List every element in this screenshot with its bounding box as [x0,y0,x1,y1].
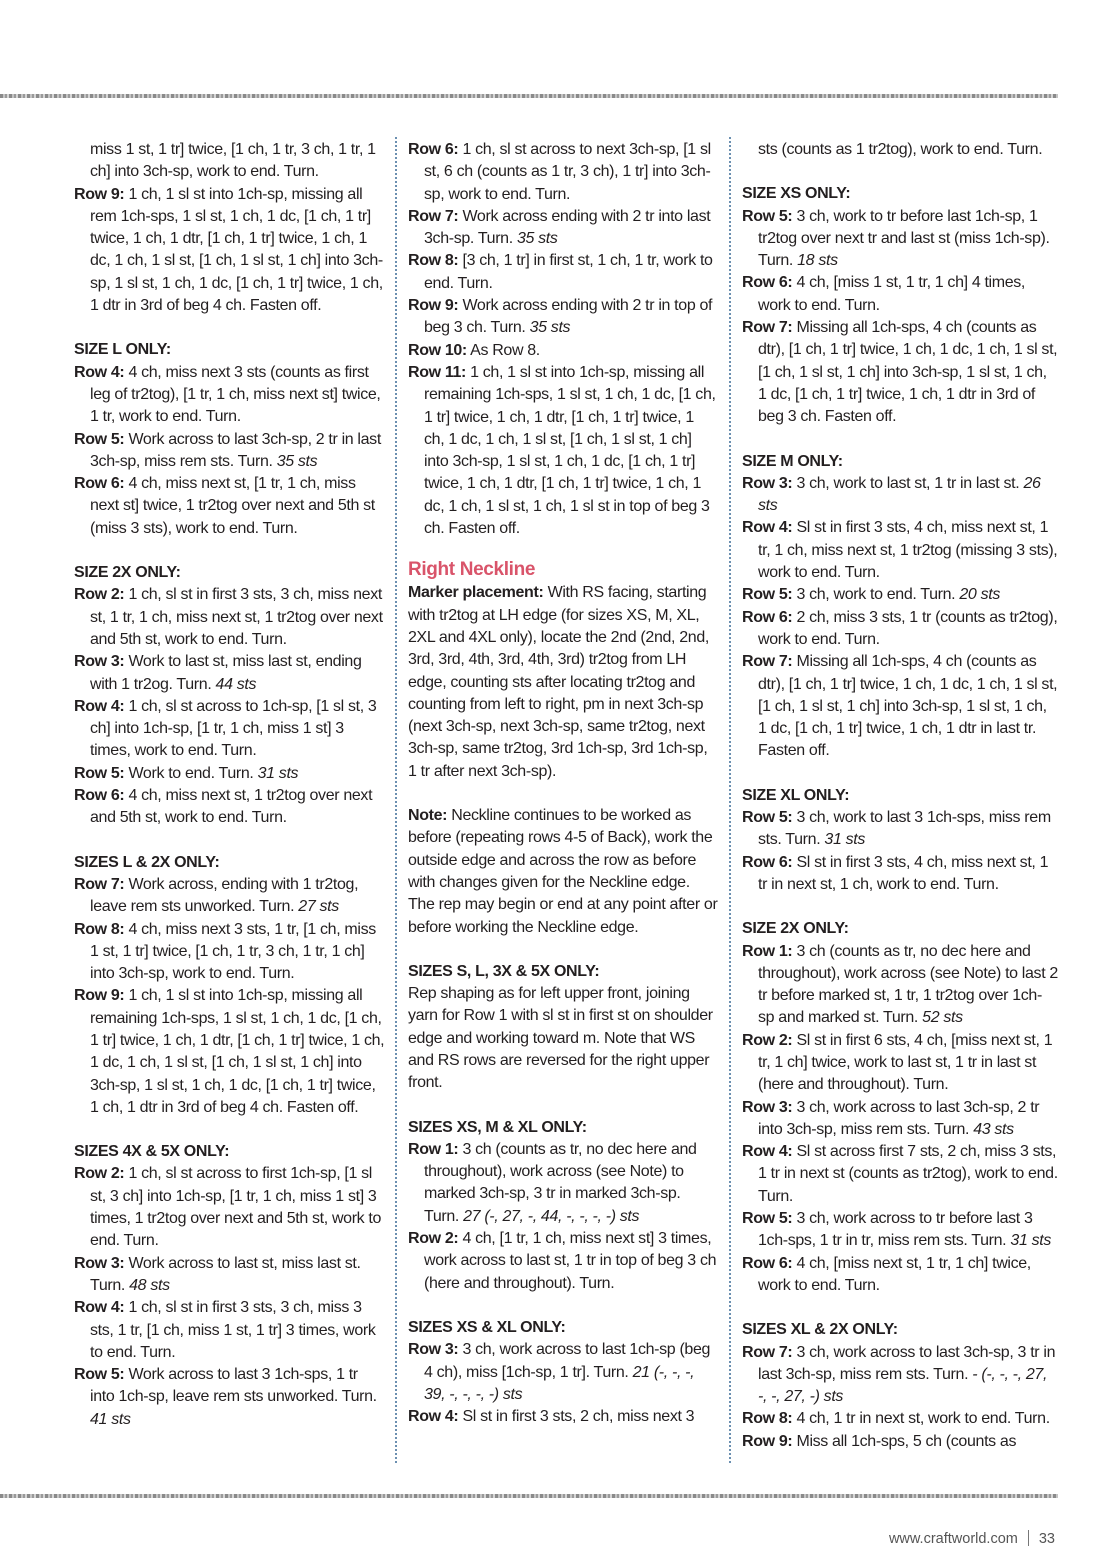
instruction-text: 4 ch, [miss 1 st, 1 tr, 1 ch] 4 times, work to end. Turn. [758,274,1026,314]
row-label: Row 10: [408,341,467,359]
row-instruction [742,1253,1058,1298]
instruction-text: Work across ending with 2 tr in top of beg 3 ch. Turn. [424,297,713,337]
row-instruction [742,1141,1058,1208]
row-label: Row 4: [742,1143,793,1161]
row-label: Row 2: [408,1230,459,1248]
row-instruction [742,473,1058,518]
instruction-text: 3 ch, work to last 3 1ch-sps, miss rem sts. Turn. [758,809,1051,849]
column-divider [729,137,731,1463]
row-label: Row 9: [74,185,125,203]
instruction-text: [3 ch, 1 tr] in first st, 1 ch, 1 tr, work to end. Turn. [424,252,713,292]
instruction-text: 1 ch, sl st in first 3 sts, 3 ch, miss 3 sts, 1 tr, [1 ch, miss 1 st, 1 tr] 3 times, work to end. Turn. [90,1299,376,1361]
row-instruction [742,584,1058,606]
instruction-text: Sl st in first 6 sts, 4 ch, [miss next st, 1 tr, 1 ch] twice, work to last st, 1 tr in last st (here and throughout). Turn. [758,1031,1053,1094]
stitch-count: 20 sts [959,586,1000,604]
row-label: Row 4: [742,519,793,537]
instruction-text: 3 ch (counts as tr, no dec here and throughout), work across (see Note) to marked 3ch-sp, 3 tr in marked 3ch-sp. Turn. [424,1140,697,1225]
stitch-count: 43 sts [973,1120,1014,1138]
size-heading: SIZES L & 2X ONLY: [74,853,220,871]
row-instruction [74,362,386,429]
row-instruction [74,651,386,696]
continued-instruction: miss 1 st, 1 tr] twice, [1 ch, 1 tr, 3 ch, 1 tr, 1 ch] into 3ch-sp, work to end. Turn. [90,141,376,181]
size-heading: SIZE 2X ONLY: [742,920,849,938]
row-instruction [408,362,718,540]
row-label: Row 4: [74,1299,125,1317]
row-label: Row 4: [408,1408,459,1426]
row-label: Row 7: [742,319,793,337]
stitch-count: 27 (-, 27, -, 44, -, -, -, -) sts [463,1207,640,1225]
row-instruction [74,1364,386,1431]
column-divider [395,137,397,1463]
instruction-text: Work across, ending with 1 tr2tog, leave rem sts unworked. Turn. [90,875,359,916]
instruction-text: 3 ch (counts as tr, no dec here and throughout), work across (see Note) to last 2 tr before marked st, 1 tr, 1 tr2tog over 1ch-sp and marked st. Turn. [758,942,1058,1027]
instruction-text: 2 ch, miss 3 sts, 1 tr (counts as tr2tog), work to end. Turn. [758,608,1058,648]
size-heading: SIZE XL ONLY: [742,786,850,804]
stitch-count: 21 (-, -, -, 39, -, -, -, -) sts [424,1363,695,1403]
row-label: Row 4: [74,363,125,381]
row-instruction [74,696,386,763]
instruction-text: Sl st in first 3 sts, 2 ch, miss next 3 [462,1408,695,1426]
column-2 [408,139,718,1428]
stitch-count: 44 sts [215,675,257,693]
instruction-text: Work to end. Turn. [128,764,254,782]
row-instruction [74,1163,386,1252]
column-1 [74,139,386,1431]
row-label: Row 6: [408,141,459,158]
row-label: Row 6: [74,787,125,805]
instruction-text: 3 ch, work to end. Turn. [796,586,956,604]
stitch-count: 31 sts [257,764,299,782]
row-instruction [742,651,1058,762]
size-heading: SIZES S, L, 3X & 5X ONLY: [408,962,600,980]
instruction-text: 3 ch, work to tr before last 1ch-sp, 1 tr2tog over next tr and last st (miss 1ch-sp). Turn. [758,207,1050,270]
row-label: Row 2: [74,1165,125,1183]
size-heading: SIZES XS, M & XL ONLY: [408,1118,587,1136]
row-instruction [408,206,718,251]
row-label: Row 3: [742,1098,793,1116]
instruction-text: Rep shaping as for left upper front, joining yarn for Row 1 with sl st in first st on shoulder edge and working toward m. Note that WS and RS rows are reversed for the right upper front. [408,985,713,1092]
paragraph-spacer [408,783,718,805]
row-label: Row 3: [742,474,793,492]
instruction-text: 3 ch, work across to last 1ch-sp (beg 4 ch), miss [1ch-sp, 1 tr]. Turn. [424,1341,711,1381]
instruction-text: Sl st in first 3 sts, 4 ch, miss next st, 1 tr in next st, 1 ch, work to end. Turn. [758,853,1049,893]
row-label: Row 11: [408,363,467,381]
paragraph-label: Note: [408,807,448,825]
paragraph [408,983,718,1094]
stitch-count: 41 sts [90,1410,131,1428]
row-instruction [408,295,718,340]
instruction-text: 1 ch, sl st across to 1ch-sp, [1 sl st, 3 ch] into 1ch-sp, [1 tr, 1 ch, miss 1 st] 3 times, work to end. Turn. [90,697,377,760]
continued-instruction: sts (counts as 1 tr2tog), work to end. Turn. [758,141,1043,158]
row-label: Row 5: [742,809,793,827]
row-label: Row 3: [74,653,125,671]
row-label: Row 5: [742,586,793,604]
row-label: Row 5: [742,1210,793,1228]
row-label: Row 9: [408,297,459,315]
page-number: 33 [1038,1531,1055,1547]
instruction-text: Miss all 1ch-sps, 5 ch (counts as [796,1432,1017,1450]
row-instruction [408,139,718,206]
row-instruction [408,1406,718,1428]
instruction-text: Work across to last 3ch-sp, 2 tr in last 3ch-sp, miss rem sts. Turn. [90,430,381,470]
paragraph [408,805,718,939]
row-label: Row 2: [742,1031,793,1049]
instruction-text: With RS facing, starting with tr2tog at LH edge (for sizes XS, M, XL, 2XL and 4XL only), locate the 2nd (2nd, 2nd, 3rd, 3rd, 4th, 3rd, 4th, 3rd) tr2tog from LH edge, counting sts after locating tr2tog and counting from left to right, pm in next 3ch-sp (next 3ch-sp, next 3ch-sp, same tr2tog, next 3ch-sp, same tr2tog, 3rd 1ch-sp, 3rd 1ch-sp, 1 tr after next 3ch-sp). [408,584,709,780]
instruction-text: 4 ch, miss next st, [1 tr, 1 ch, miss next st] twice, 1 tr2tog over next and 5th st (miss 3 sts), work to end. Turn. [90,475,375,537]
row-label: Row 6: [74,475,125,493]
row-label: Row 4: [74,697,125,715]
row-label: Row 8: [74,920,125,938]
row-label: Row 6: [742,1254,793,1272]
stitch-count: 31 sts [824,831,866,849]
row-label: Row 6: [742,608,793,626]
row-instruction [742,1431,1058,1453]
row-label: Row 5: [74,1366,125,1384]
row-label: Row 7: [74,875,125,893]
instruction-text: Work to last st, miss last st, ending with 1 tr2og. Turn. [90,653,362,693]
row-label: Row 6: [742,274,793,292]
row-instruction [742,1030,1058,1097]
top-divider [0,94,1058,98]
instruction-text: Missing all 1ch-sps, 4 ch (counts as dtr), [1 ch, 1 tr] twice, 1 ch, 1 dc, 1 ch, 1 sl st, [1 ch, 1 sl st, 1 ch] into 3ch-sp, 1 sl st, 1 ch, 1 dc, [1 ch, 1 tr] twice, 1 ch, 1 dtr in last tr. Fasten off. [758,653,1058,760]
stitch-count: 35 sts [516,230,558,248]
page-footer [889,1530,1055,1547]
instruction-text: 3 ch, work across to tr before last 3 1ch-sps, 1 tr in tr, miss rem sts. Turn. [758,1210,1033,1250]
stitch-count: 27 sts [298,898,339,916]
row-instruction [74,785,386,830]
instruction-text: 3 ch, work across to last 3ch-sp, 3 tr in last 3ch-sp, miss rem sts. Turn. [758,1343,1056,1383]
instruction-text: 1 ch, 1 sl st into 1ch-sp, missing all remaining 1ch-sps, 1 sl st, 1 ch, 1 dc, [1 ch, 1 tr] twice, 1 ch, 1 dtr, [1 ch, 1 tr] twice, 1 ch, 1 dc, 1 ch, 1 sl st, [1 ch, 1 sl st, 1 ch] into 3ch-sp, 1 sl st, 1 ch, 1 dc, [1 ch, 1 tr] twice, 1 ch, 1 dtr in 3rd of beg 4 ch. Fasten off. [90,987,385,1116]
instruction-text: 1 ch, 1 sl st into 1ch-sp, missing all rem 1ch-sps, 1 sl st, 1 ch, 1 dc, [1 ch, 1 tr] twice, 1 ch, 1 dtr, [1 ch, 1 tr] twice, 1 ch, 1 dc, 1 ch, 1 sl st, [1 ch, 1 sl st, 1 ch] into 3ch-sp, 1 sl st, 1 ch, 1 dc, [1 ch, 1 tr] twice, 1 ch, 1 dtr in 3rd of beg 4 ch. Fasten off. [90,185,383,315]
row-instruction [742,941,1058,1030]
column-3 [742,139,1058,1453]
stitch-count: 26 sts [758,474,1041,515]
row-instruction [408,1139,718,1228]
row-instruction [408,250,718,295]
row-instruction [742,852,1058,897]
row-instruction [74,1253,386,1298]
row-label: Row 3: [408,1341,459,1359]
size-heading: SIZE L ONLY: [74,341,171,359]
instruction-text: 3 ch, work across to last 3ch-sp, 2 tr into 3ch-sp, miss rem sts. Turn. [758,1098,1040,1138]
instruction-text: 4 ch, [miss next st, 1 tr, 1 ch] twice, work to end. Turn. [758,1254,1031,1294]
row-instruction [74,584,386,651]
row-instruction [742,1408,1058,1430]
footer-url: www.craftworld.com [888,1531,1018,1547]
instruction-text: Missing all 1ch-sps, 4 ch (counts as dtr), [1 ch, 1 tr] twice, 1 ch, 1 dc, 1 ch, 1 sl st, [1 ch, 1 sl st, 1 ch] into 3ch-sp, 1 sl st, 1 ch, 1 dc, [1 ch, 1 tr] twice, 1 ch, 1 dtr in 3rd of beg 3 ch. Fasten off. [758,319,1058,426]
instruction-text: 4 ch, miss next st, 1 tr2tog over next and 5th st, work to end. Turn. [90,787,373,827]
instruction-text: Sl st across first 7 sts, 2 ch, miss 3 sts, 1 tr in next st (counts as tr2tog), work to end. Turn. [758,1143,1058,1205]
row-label: Row 5: [742,207,793,225]
size-heading: SIZES 4X & 5X ONLY: [74,1143,230,1161]
row-instruction [742,206,1058,273]
row-label: Row 7: [742,1343,793,1361]
instruction-text: 3 ch, work to last st, 1 tr in last st. [796,474,1020,492]
instruction-text: As Row 8. [470,341,540,359]
stitch-count: - (-, -, -, 27, -, -, 27, -) sts [758,1365,1048,1406]
paragraph [408,582,718,783]
row-instruction [74,473,386,540]
row-instruction [74,184,386,318]
row-instruction [408,340,718,362]
row-instruction [74,919,386,986]
stitch-count: 31 sts [1010,1232,1051,1250]
stitch-count: 48 sts [129,1276,170,1294]
row-instruction [74,985,386,1119]
instruction-text: Work across ending with 2 tr into last 3ch-sp. Turn. [424,207,711,248]
row-instruction [408,1228,718,1295]
paragraph-label: Marker placement: [408,584,544,602]
row-label: Row 9: [742,1432,793,1450]
row-instruction [74,1297,386,1364]
row-label: Row 5: [74,430,125,448]
instruction-text: Sl st in first 3 sts, 4 ch, miss next st, 1 tr, 1 ch, miss next st, 1 tr2tog (missing 3 sts), work to end. Turn. [758,519,1058,582]
footer-separator [1028,1530,1029,1546]
size-heading: SIZE XS ONLY: [742,185,851,203]
row-instruction [74,874,386,919]
stitch-count: 35 sts [529,319,571,337]
row-label: Row 7: [742,653,793,671]
stitch-count: 35 sts [276,452,318,470]
row-instruction [742,1342,1058,1409]
size-heading: SIZES XL & 2X ONLY: [742,1321,898,1339]
row-instruction [742,517,1058,584]
row-label: Row 6: [742,853,793,871]
instruction-text: 1 ch, sl st in first 3 sts, 3 ch, miss next st, 1 tr, 1 ch, miss next st, 1 tr2tog over next and 5th st, work to end. Turn. [90,586,383,648]
row-label: Row 5: [74,764,125,782]
section-heading: Right Neckline [408,559,536,581]
stitch-count: 18 sts [797,252,838,270]
row-label: Row 8: [742,1410,793,1428]
row-instruction [742,807,1058,852]
row-instruction [742,317,1058,428]
row-label: Row 7: [408,207,459,225]
instruction-text: 1 ch, 1 sl st into 1ch-sp, missing all remaining 1ch-sps, 1 sl st, 1 ch, 1 dc, [1 ch, 1 tr] twice, 1 ch, 1 dtr, [1 ch, 1 tr] twice, 1 ch, 1 dc, 1 ch, 1 sl st, [1 ch, 1 sl st, 1 ch] into 3ch-sp, 1 sl st, 1 ch, 1 dc, [1 ch, 1 tr] twice, 1 ch, 1 dtr, [1 ch, 1 tr] twice, 1 ch, 1 dc, 1 ch, 1 sl st, 1 ch, 1 sl st in top of beg 3 ch. Fasten off. [424,363,716,538]
size-heading: SIZE M ONLY: [742,452,843,470]
instruction-text: 4 ch, 1 tr in next st, work to end. Turn. [796,1410,1050,1428]
instruction-text: Work across to last 3 1ch-sps, 1 tr into 1ch-sp, leave rem sts unworked. Turn. [90,1366,377,1406]
row-label: Row 3: [74,1254,125,1272]
row-instruction [742,1208,1058,1253]
row-instruction [408,1339,718,1406]
instruction-text: Neckline continues to be worked as before (repeating rows 4-5 of Back), work the outside edge and across the row as before with changes given for the Neckline edge. The rep may begin or end at any point after or before working the Neckline edge. [408,807,718,936]
instruction-text: 1 ch, sl st across to next 3ch-sp, [1 sl st, 6 ch (counts as 1 tr, 3 ch), 1 tr] into 3ch-sp, work to end. Turn. [424,141,711,203]
row-label: Row 1: [742,942,793,960]
row-label: Row 2: [74,586,125,604]
instruction-text: 4 ch, miss next 3 sts (counts as first leg of tr2tog), [1 tr, 1 ch, miss next st] twice, 1 tr, work to end. Turn. [90,363,381,426]
row-label: Row 8: [408,252,459,270]
instruction-text: 4 ch, miss next 3 sts, 1 tr, [1 ch, miss 1 st, 1 tr] twice, [1 ch, 1 tr, 3 ch, 1 tr, 1 ch] into 3ch-sp, work to end. Turn. [90,920,376,983]
size-heading: SIZE 2X ONLY: [74,564,181,582]
row-instruction [742,1097,1058,1142]
instruction-text: 4 ch, [1 tr, 1 ch, miss next st] 3 times, work across to last st, 1 tr in top of beg 3 ch (here and throughout). Turn. [424,1230,717,1292]
instruction-text: 1 ch, sl st across to first 1ch-sp, [1 sl st, 3 ch] into 1ch-sp, [1 tr, 1 ch, miss 1 st] 3 times, 1 tr2tog over next and 5th st, work to end. Turn. [90,1165,382,1250]
instruction-text: Work across to last st, miss last st. Turn. [90,1254,361,1294]
row-instruction [74,763,386,785]
bottom-divider [0,1494,1058,1498]
row-label: Row 1: [408,1140,459,1158]
row-instruction [742,607,1058,652]
stitch-count: 52 sts [922,1009,963,1027]
row-label: Row 9: [74,987,125,1005]
row-instruction [742,272,1058,317]
row-instruction [74,429,386,474]
size-heading: SIZES XS & XL ONLY: [408,1318,566,1336]
